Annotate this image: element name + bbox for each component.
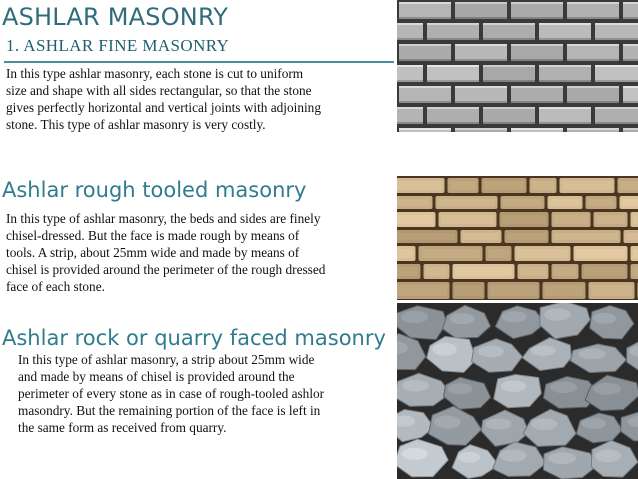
stone-block — [552, 230, 621, 243]
stone-block — [455, 44, 507, 61]
stone-block — [461, 230, 502, 243]
stone-block — [595, 107, 638, 124]
stone-block — [631, 246, 638, 261]
stone-block — [631, 212, 638, 227]
stone-block — [530, 178, 557, 193]
subtitle-divider — [4, 61, 394, 63]
rough-tooled-heading: Ashlar rough tooled masonry — [2, 178, 307, 202]
slide-title: ASHLAR MASONRY — [2, 3, 229, 31]
rough-tooled-wall-image — [397, 176, 638, 300]
stone-block — [399, 2, 451, 19]
stone-block — [586, 196, 617, 209]
stone-block — [483, 23, 535, 40]
stone-block — [483, 107, 535, 124]
fine-masonry-description: In this type ashlar masonry, each stone is cut to uniform size and shape with all sides rectangular, so that the stone gives perfectly horizontal and vertical joints with adjoining stone. This type of ashlar masonry is very costly. — [6, 66, 321, 133]
stone-block — [448, 178, 479, 193]
stone-block — [427, 65, 479, 82]
stone-block — [397, 65, 423, 82]
stone-block — [397, 107, 423, 124]
stone-block — [427, 23, 479, 40]
stone-block — [500, 212, 549, 227]
ashlar-fine-wall-image — [397, 0, 638, 132]
stone-block — [397, 282, 450, 299]
stone-block — [453, 282, 485, 299]
stone-block — [453, 264, 515, 279]
stone-block — [397, 264, 421, 279]
stone-block — [455, 86, 507, 103]
stone-block — [511, 128, 563, 132]
stone-block — [419, 246, 483, 261]
stone-block — [518, 264, 549, 279]
stone-block — [539, 65, 591, 82]
stone-block — [567, 86, 619, 103]
stone-block — [455, 2, 507, 19]
stone-block — [397, 196, 433, 209]
stone-block — [594, 212, 628, 227]
stone-block — [623, 86, 638, 103]
stone-block — [589, 282, 635, 299]
stone-block — [424, 264, 450, 279]
stone-block — [486, 246, 512, 261]
stone-block — [539, 23, 591, 40]
stone-block — [618, 178, 638, 193]
stone-block — [397, 23, 423, 40]
stone-block — [482, 178, 527, 193]
stone-block — [567, 44, 619, 61]
stone-block — [623, 128, 638, 132]
stone-block — [455, 128, 507, 132]
stone-block — [397, 212, 436, 227]
stone-block — [567, 128, 619, 132]
stone-block — [560, 178, 615, 193]
stone-block — [511, 2, 563, 19]
rough-tooled-description: In this type of ashlar masonry, the beds and sides are finely chisel-dressed. But the face is made rough by means of tools. A strip, about 25mm wide and made by means of chisel is provided around the perimeter of the rough dressed face of each stone. — [6, 211, 326, 295]
stone-block — [436, 196, 498, 209]
stone-block — [515, 246, 571, 261]
stone-block — [511, 44, 563, 61]
stone-block — [543, 282, 586, 299]
stone-block — [399, 44, 451, 61]
stone-block — [595, 65, 638, 82]
stone-block — [567, 2, 619, 19]
stone-block — [427, 107, 479, 124]
stone-block — [399, 128, 451, 132]
stone-block — [624, 230, 638, 243]
stone-block — [620, 196, 638, 209]
stone-block — [548, 196, 583, 209]
stone-block — [552, 212, 591, 227]
stone-block — [397, 230, 458, 243]
rock-faced-wall-image — [397, 303, 638, 479]
stone-block — [511, 86, 563, 103]
slide-subtitle: 1. ASHLAR FINE MASONRY — [6, 36, 230, 55]
stone-block — [539, 107, 591, 124]
stone-block — [439, 212, 497, 227]
stone-block — [397, 178, 445, 193]
rock-faced-heading: Ashlar rock or quarry faced masonry — [2, 326, 386, 350]
stone-block — [623, 44, 638, 61]
stone-block — [488, 282, 540, 299]
stone-block — [631, 264, 638, 279]
stone-block — [501, 196, 545, 209]
rock-faced-description: In this type of ashlar masonry, a strip about 25mm wide and made by means of chisel is provided around the perimeter of every stone as in case of rough-tooled ashlor masondry. But the remaining portion of the face is left in the same form as received from quarry. — [18, 352, 325, 436]
stone-block — [582, 264, 628, 279]
stone-block — [483, 65, 535, 82]
stone-block — [397, 246, 416, 261]
stone-block — [574, 246, 628, 261]
stone-block — [552, 264, 579, 279]
stone-block — [623, 2, 638, 19]
stone-block — [399, 86, 451, 103]
stone-block — [505, 230, 549, 243]
stone-block — [595, 23, 638, 40]
